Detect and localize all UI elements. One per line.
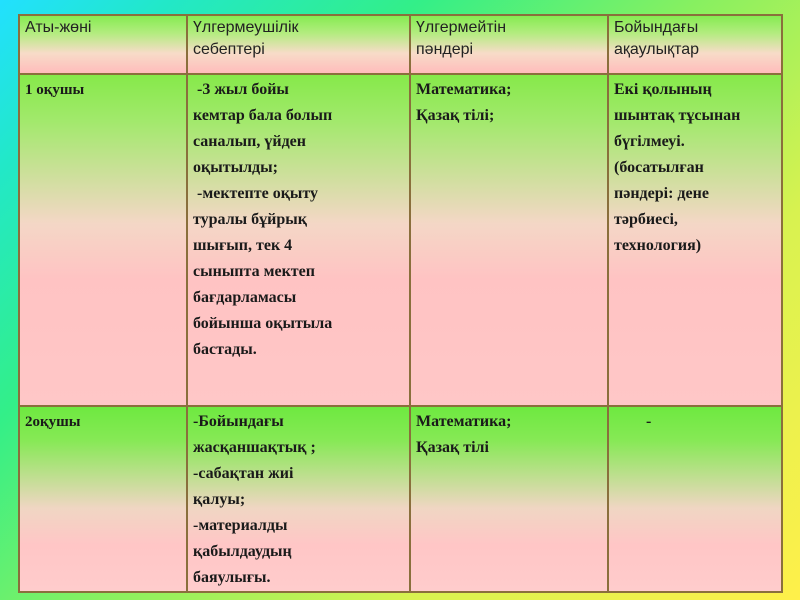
reason-line: шығып, тек 4 — [193, 237, 293, 254]
subject-line: Математика; — [416, 81, 512, 98]
reason-line: бойынша оқытыла — [193, 315, 333, 332]
table-row — [19, 406, 782, 592]
defect-line: технология) — [614, 237, 702, 254]
reason-line: кемтар бала болып — [193, 107, 333, 124]
reason-line: -Бойындағы — [193, 413, 284, 430]
defect-line: бүгілмеуі. — [614, 133, 685, 150]
student-name: 2оқушы — [25, 414, 81, 430]
subjects-cell — [410, 74, 608, 406]
table-row — [19, 74, 782, 406]
student-name-cell — [19, 74, 187, 406]
defect-line: (босатылған — [614, 159, 704, 176]
reason-line: қабылдаудың — [193, 543, 292, 560]
defect-line: шынтақ тұсынан — [614, 107, 741, 124]
student-name: 1 оқушы — [25, 82, 85, 98]
header-defects-line: ақаулықтар — [614, 41, 700, 58]
reason-line: -сабақтан жиі — [193, 465, 294, 482]
table-header-row — [19, 15, 782, 74]
reason-line: туралы бұйрық — [193, 211, 307, 228]
subject-line: Қазақ тілі; — [416, 107, 495, 124]
students-table — [18, 14, 783, 593]
reason-line: бағдарламасы — [193, 289, 297, 306]
reason-line: жасқаншақтық ; — [193, 439, 316, 456]
reason-line: бастады. — [193, 341, 257, 358]
header-reasons-line: себептері — [193, 41, 265, 58]
header-name-line: Аты-жөні — [25, 19, 92, 36]
subject-line: Қазақ тілі — [416, 439, 489, 456]
reason-line: баяулығы. — [193, 569, 271, 586]
students-table-wrapper — [18, 14, 783, 590]
reason-line: сыныпта мектеп — [193, 263, 315, 280]
header-subjects-line: Үлгермейтін — [416, 19, 507, 36]
header-reasons — [187, 15, 410, 74]
reason-line: -мектепте оқыту — [193, 185, 319, 202]
header-subjects-line: пәндері — [416, 41, 474, 58]
reason-line: -3 жыл бойы — [193, 81, 289, 98]
reasons-cell — [187, 406, 410, 592]
header-reasons-line: Үлгермеушілік — [193, 19, 299, 36]
reasons-cell — [187, 74, 410, 406]
subject-line: Математика; — [416, 413, 512, 430]
defect-line: Екі қолының — [614, 81, 712, 98]
defect-line: - — [646, 413, 652, 430]
reason-line: -материалды — [193, 517, 288, 534]
reason-line: оқытылды; — [193, 159, 278, 176]
header-subjects — [410, 15, 608, 74]
reason-line: қалуы; — [193, 491, 246, 508]
header-defects — [608, 15, 782, 74]
defect-line: пәндері: дене — [614, 185, 709, 202]
defect-line: тәрбиесі, — [614, 211, 678, 228]
header-name — [19, 15, 187, 74]
reason-line: саналып, үйден — [193, 133, 306, 150]
student-name-cell — [19, 406, 187, 592]
defects-cell — [608, 406, 782, 592]
defects-cell — [608, 74, 782, 406]
subjects-cell — [410, 406, 608, 592]
header-defects-line: Бойындағы — [614, 19, 699, 36]
